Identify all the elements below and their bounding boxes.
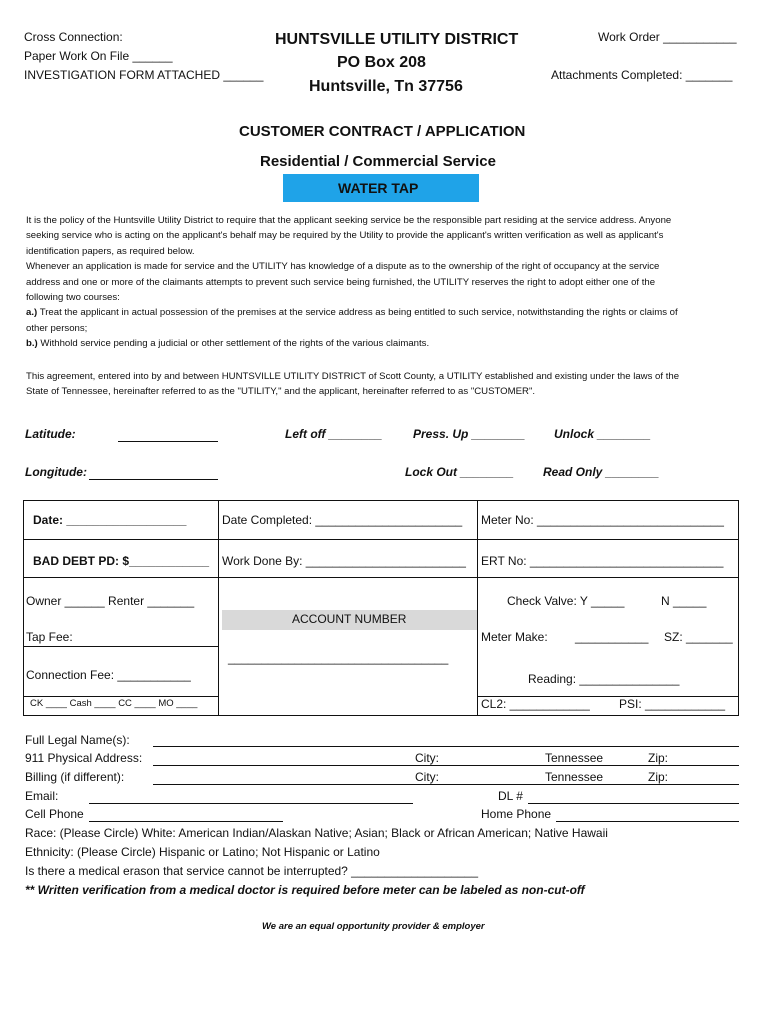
medical-reason-field[interactable]: Is there a medical erason that service cannot be interrupted? ___________________: [25, 864, 478, 878]
grid-row-divider: [23, 539, 739, 540]
psi-field[interactable]: PSI: ____________: [619, 697, 726, 711]
date-completed-field[interactable]: Date Completed: ______________________: [222, 513, 463, 527]
owner-renter-field[interactable]: Owner ______ Renter _______: [26, 594, 195, 608]
email-input[interactable]: [89, 803, 413, 804]
org-city-line: Huntsville, Tn 37756: [309, 78, 463, 95]
account-number-input[interactable]: _________________________________: [228, 651, 449, 665]
reading-field[interactable]: Reading: _______________: [528, 672, 680, 686]
connection-fee-underline: [23, 696, 218, 697]
check-valve-n-field[interactable]: N _____: [661, 594, 707, 608]
equal-opportunity-note: We are an equal opportunity provider & employer: [262, 921, 485, 932]
race-field[interactable]: Race: (Please Circle) White: American Indian/Alaskan Native; Asian; Black or African American; Native Hawaii: [25, 826, 608, 840]
grid-left-border: [23, 500, 24, 715]
address-city-label: City:: [415, 751, 439, 765]
meter-make-label: Meter Make:: [481, 630, 548, 644]
dl-label: DL #: [498, 789, 523, 803]
billing-city-label: City:: [415, 770, 439, 784]
grid-bottom-border: [23, 715, 739, 716]
meter-no-field[interactable]: Meter No: ____________________________: [481, 513, 724, 527]
tap-fee-label: Tap Fee:: [26, 630, 73, 644]
read-only-field[interactable]: Read Only ________: [543, 465, 660, 479]
grid-top-border: [23, 500, 739, 501]
option-a-label: a.): [26, 307, 38, 319]
option-b-label: b.): [26, 338, 38, 350]
home-phone-label: Home Phone: [481, 807, 552, 821]
grid-divider: [477, 500, 478, 715]
org-po-box: PO Box 208: [337, 54, 426, 71]
unlock-field[interactable]: Unlock ________: [554, 427, 651, 441]
sz-field[interactable]: SZ: _______: [664, 630, 733, 644]
policy-line: following two courses:: [26, 292, 120, 304]
policy-line: It is the policy of the Huntsville Utility District to require that the applicant seeking service be the responsible part residing at the service address. Anyone: [26, 215, 672, 226]
investigation-form-field[interactable]: INVESTIGATION FORM ATTACHED ______: [24, 68, 264, 82]
email-label: Email:: [25, 789, 59, 803]
grid-divider-thin: [218, 577, 219, 715]
full-name-input[interactable]: [153, 746, 739, 747]
address-zip-label: Zip:: [648, 751, 669, 765]
agreement-paragraph: [26, 369, 738, 400]
agreement-line: State of Tennessee, hereinafter referred to as the "UTILITY," and the applicant, hereinafter referred to as "CUSTOMER".: [26, 386, 536, 398]
address-state: Tennessee: [545, 751, 604, 765]
grid-row-divider: [23, 577, 739, 578]
policy-option-b: [26, 336, 738, 351]
address-911-input[interactable]: [153, 765, 739, 766]
bad-debt-field[interactable]: BAD DEBT PD: $____________: [33, 554, 210, 568]
lock-out-field[interactable]: Lock Out ________: [405, 465, 514, 479]
option-b-text: Withhold service pending a judicial or other settlement of the rights of the various claimants.: [37, 338, 430, 350]
policy-option-a: [26, 305, 738, 320]
page-title: CUSTOMER CONTRACT / APPLICATION: [239, 123, 526, 140]
press-up-field[interactable]: Press. Up ________: [413, 427, 526, 441]
billing-state: Tennessee: [545, 770, 604, 784]
verification-note: ** Written verification from a medical doctor is required before meter can be labeled as non-cut-off: [25, 883, 585, 897]
cell-phone-input[interactable]: [89, 821, 283, 822]
work-order-field[interactable]: Work Order ___________: [598, 30, 737, 44]
tap-fee-underline: [23, 646, 218, 647]
latitude-label: Latitude:: [25, 427, 76, 441]
billing-zip-label: Zip:: [648, 770, 669, 784]
full-name-label: Full Legal Name(s):: [25, 733, 130, 747]
longitude-label: Longitude:: [25, 465, 87, 479]
policy-paragraph: [26, 213, 738, 352]
latitude-input[interactable]: [118, 441, 218, 442]
date-field[interactable]: Date: __________________: [33, 513, 187, 527]
policy-line: address and one or more of the claimants attempts to prevent such service being furnished, the UTILITY reserves the right to adopt either one of the: [26, 276, 656, 288]
billing-label: Billing (if different):: [25, 770, 125, 784]
address-911-label: 911 Physical Address:: [25, 751, 143, 765]
agreement-line: This agreement, entered into by and between HUNTSVILLE UTILITY DISTRICT of Scott County, a UTILITY established and existing under the laws of the: [26, 371, 680, 382]
cell-phone-label: Cell Phone: [25, 807, 84, 821]
account-number-label: ACCOUNT NUMBER: [292, 612, 407, 626]
left-off-field[interactable]: Left off ________: [285, 427, 383, 441]
billing-input[interactable]: [153, 784, 739, 785]
paper-work-field[interactable]: Paper Work On File ______: [24, 49, 173, 63]
home-phone-input[interactable]: [556, 821, 739, 822]
page-subtitle: Residential / Commercial Service: [260, 153, 496, 170]
cross-connection-label: Cross Connection:: [24, 30, 123, 44]
payment-method-field[interactable]: CK ____ Cash ____ CC ____ MO ____: [30, 698, 198, 709]
ethnicity-field[interactable]: Ethnicity: (Please Circle) Hispanic or Latino; Not Hispanic or Latino: [25, 845, 380, 859]
meter-make-input[interactable]: ___________: [575, 630, 649, 644]
grid-right-border: [738, 500, 739, 715]
policy-line: Whenever an application is made for service and the UTILITY has knowledge of a dispute as to the ownership of the right of occupancy at the service: [26, 261, 660, 273]
water-tap-badge-label: WATER TAP: [338, 180, 419, 196]
policy-line: seeking service who is acting on the applicant's behalf may be required by the Utility to provide the applicant's written verification as well as applicant's: [26, 230, 664, 242]
option-a-text: Treat the applicant in actual possession of the premises at the service address as being entitled to such service, notwithstanding the rights or claims of: [37, 307, 678, 319]
policy-line: identification papers, as required below.: [26, 245, 195, 257]
cl2-field[interactable]: CL2: ____________: [481, 697, 590, 711]
option-a-text-cont: other persons;: [26, 322, 88, 334]
dl-input[interactable]: [528, 803, 739, 804]
check-valve-y-field[interactable]: Check Valve: Y _____: [507, 594, 625, 608]
org-name: HUNTSVILLE UTILITY DISTRICT: [275, 31, 519, 48]
ert-no-field[interactable]: ERT No: _____________________________: [481, 554, 724, 568]
work-done-by-field[interactable]: Work Done By: ________________________: [222, 554, 466, 568]
longitude-input[interactable]: [89, 479, 218, 480]
attachments-completed-field[interactable]: Attachments Completed: _______: [551, 68, 733, 82]
connection-fee-field[interactable]: Connection Fee: ___________: [26, 668, 191, 682]
